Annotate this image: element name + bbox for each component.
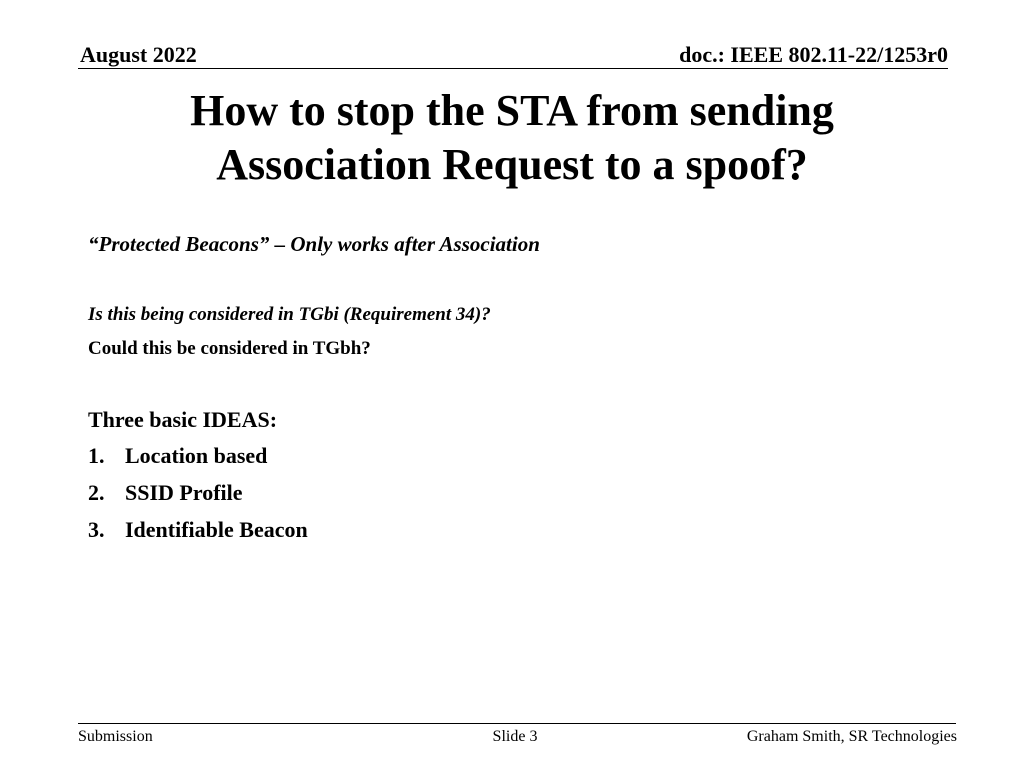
tgbh-question: Could this be considered in TGbh? (88, 338, 371, 359)
ideas-list (88, 442, 308, 553)
list-item-label: SSID Profile (125, 480, 243, 505)
footer-submission: Submission (78, 728, 153, 745)
list-item-label: Location based (125, 443, 268, 468)
slide-title (0, 84, 1024, 192)
header-date: August 2022 (80, 42, 197, 67)
header-doc-id: doc.: IEEE 802.11-22/1253r0 (679, 42, 948, 67)
list-item-label: Identifiable Beacon (125, 517, 308, 542)
list-item-number: 1. (88, 443, 105, 468)
ideas-heading: Three basic IDEAS: (88, 407, 278, 432)
slide-title-line-1: How to stop the STA from sending (190, 86, 834, 135)
footer-slide-number: Slide 3 (492, 728, 538, 745)
footer-author: Graham Smith, SR Technologies (746, 728, 957, 745)
list-item (88, 479, 308, 516)
header-divider (78, 68, 948, 69)
list-item (88, 442, 308, 479)
list-item-number: 2. (88, 480, 105, 505)
footer-divider (78, 723, 956, 724)
list-item-number: 3. (88, 517, 105, 542)
list-item (88, 516, 308, 553)
protected-beacons-note: “Protected Beacons” – Only works after Association (88, 232, 540, 256)
tgbi-question: Is this being considered in TGbi (Requirement 34)? (88, 304, 491, 325)
slide-title-line-2: Association Request to a spoof? (216, 140, 808, 189)
